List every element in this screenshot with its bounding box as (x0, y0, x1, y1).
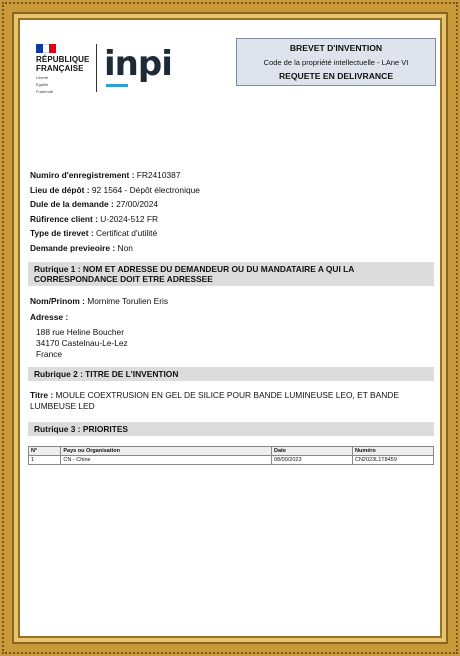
column-header: Pays ou Organisation (61, 447, 272, 456)
registration-fields (30, 168, 200, 255)
rubrique-1-content (30, 296, 168, 360)
field-row (30, 226, 200, 241)
field-value: FR2410387 (136, 170, 181, 180)
field-value: Certificat d'utilité (95, 228, 158, 238)
republique-francaise-logo (36, 44, 96, 94)
header-request: REQUETE EN DELIVRANCE (278, 71, 394, 81)
table-row (29, 456, 434, 465)
logo-line-2: FRANÇAISE (36, 64, 84, 73)
field-label: Type de tirevet : (30, 228, 94, 238)
rubrique-3-header: Rutrique 3 : PRIORITES (28, 422, 434, 436)
table-cell: 1 (29, 456, 61, 465)
field-label: Numiro d'enregistrement : (30, 170, 135, 180)
table-cell: CN - Chine (61, 456, 272, 465)
rubrique-2-header: Rubrique 2 : TITRE DE L'INVENTION (28, 367, 434, 381)
field-value: Non (117, 242, 133, 253)
field-value: 92 1564 - Dépôt électronique (91, 184, 200, 195)
adresse-line: France (36, 349, 63, 359)
field-row (30, 183, 200, 198)
adresse-line: 34170 Castelnau-Le-Lez (36, 338, 128, 348)
logo-separator (96, 44, 97, 92)
field-value: U-2024-512 FR (100, 213, 159, 224)
field-row (30, 241, 200, 256)
column-header: N° (29, 447, 61, 456)
column-header: Numéro (352, 447, 433, 456)
field-row (30, 212, 200, 227)
header-title: BREVET D'INVENTION (289, 43, 383, 53)
field-label: Demande previeoire : (30, 242, 116, 253)
table-cell: CN2023L1T8459 (352, 456, 433, 465)
priorities-table (28, 446, 434, 465)
field-row (30, 168, 200, 183)
field-value: 27/00/2024 (116, 199, 159, 209)
adresse-label: Adresse : (30, 312, 69, 322)
rubrique-1-header: Rutrique 1 : NOM ET ADRESSE DU DEMANDEUR OU DU MANDATAIRE A QUI LA CORRESPONDANCE DOIT ETRE ADRESSEE (28, 262, 434, 286)
column-header: Date (271, 447, 352, 456)
titre-label: Titre : (30, 390, 54, 400)
motto-2: Égalité (36, 82, 49, 87)
inpi-logo: inpi (104, 44, 172, 84)
nom-value: Mornime Torulien Eris (87, 296, 169, 306)
header-box (236, 38, 436, 86)
nom-label: Nom/Prinom : (30, 296, 85, 306)
field-row (30, 197, 200, 212)
adresse-line: 188 rue Heline Boucher (36, 327, 124, 337)
motto-3: Fraternité (36, 89, 54, 94)
table-cell: 08/00/2023 (271, 456, 352, 465)
logo-line-1: RÉPUBLIQUE (36, 55, 90, 64)
inpi-accent-bar (106, 84, 128, 87)
rubrique-2-content (30, 390, 430, 412)
field-label: Lieu de dépôt : (30, 184, 90, 195)
table-header-row (29, 447, 434, 456)
document-page (20, 20, 438, 634)
field-label: Dule de la demande : (30, 199, 114, 209)
french-flag-icon (36, 44, 56, 53)
titre-value: MOULE COEXTRUSION EN GEL DE SILICE POUR BANDE LUMINEUSE LEO, ET BANDE LUMBEUSE LED (30, 390, 399, 411)
field-label: Rüfirence client : (30, 213, 98, 224)
motto-1: Liberté (36, 75, 49, 80)
header-subtitle: Code de la propriété intellectuelle - LAne VI (263, 58, 409, 67)
